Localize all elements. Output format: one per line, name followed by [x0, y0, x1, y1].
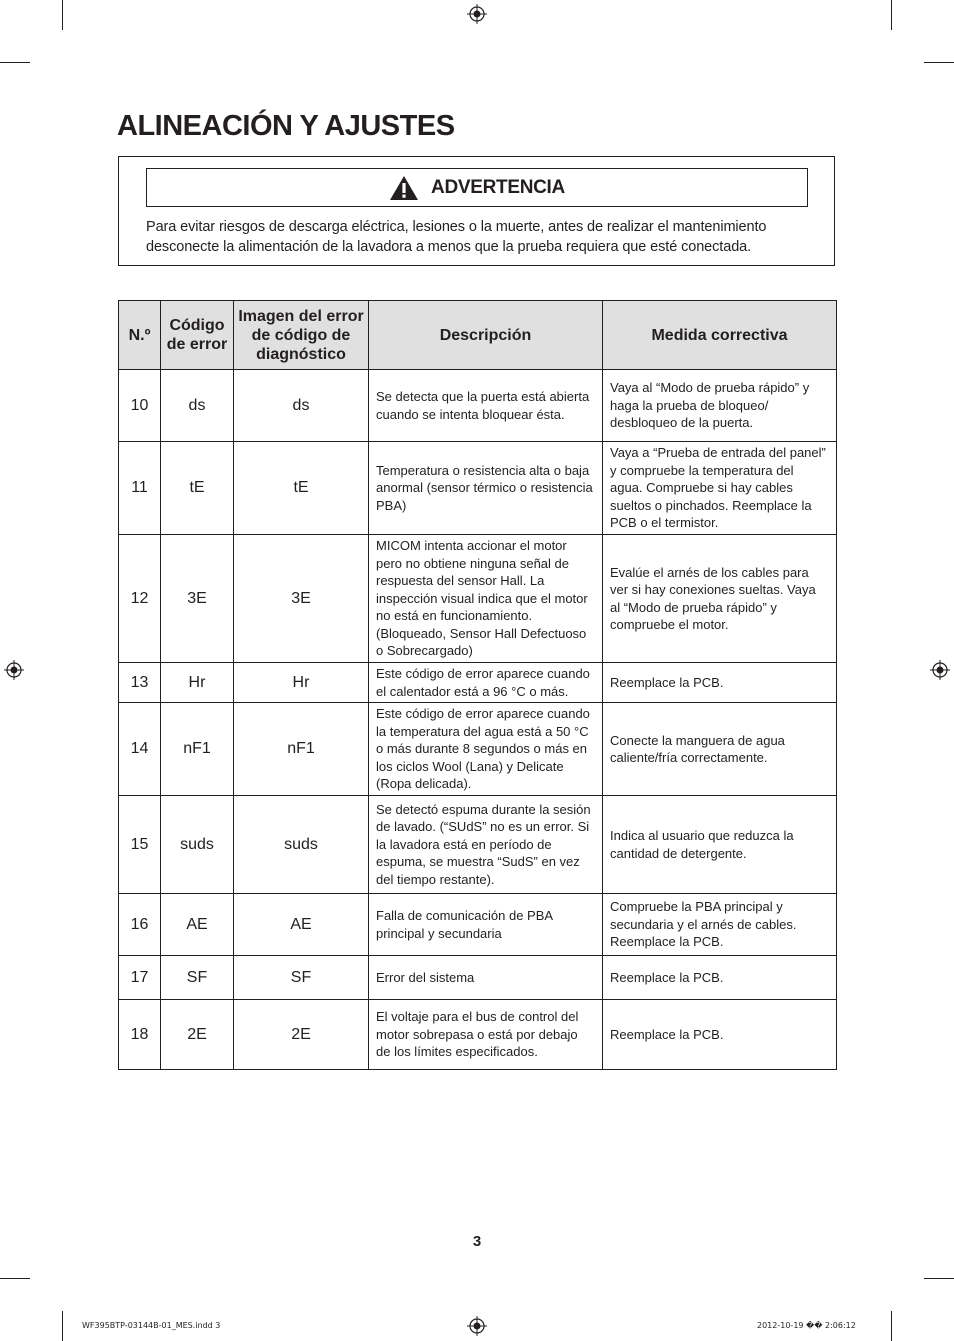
corrective-action: Evalúe el arnés de los cables para ver si hay conexiones sueltas. Vaya al “Modo de prueba rápido” y compruebe el motor. [603, 535, 837, 663]
column-header-number: N.º [119, 301, 161, 370]
diagnostic-image: SF [234, 956, 369, 1000]
registration-mark-icon [930, 660, 950, 680]
row-number: 13 [119, 663, 161, 703]
table-row [119, 796, 837, 894]
diagnostic-image: 3E [234, 535, 369, 663]
error-code: nF1 [161, 703, 234, 796]
error-description: MICOM intenta accionar el motor pero no obtiene ninguna señal de respuesta del sensor Hall. La inspección visual indica que el motor no está en funcionamiento. (Bloqueado, Sensor Hall Defectuoso o Sobrecargado) [369, 535, 603, 663]
error-description: Se detecta que la puerta está abierta cuando se intenta bloquear ésta. [369, 370, 603, 442]
error-code: ds [161, 370, 234, 442]
column-header-description: Descripción [369, 301, 603, 370]
error-code: 2E [161, 1000, 234, 1070]
footer-file-info: WF395BTP-03144B-01_MES.indd 3 [82, 1321, 221, 1330]
diagnostic-image: ds [234, 370, 369, 442]
warning-box [118, 156, 835, 266]
corrective-action: Conecte la manguera de agua caliente/fría correctamente. [603, 703, 837, 796]
error-code: SF [161, 956, 234, 1000]
crop-mark [924, 1278, 954, 1279]
column-header-diagnostic-image: Imagen del error de código de diagnóstico [234, 301, 369, 370]
table-row [119, 703, 837, 796]
error-description: Este código de error aparece cuando la temperatura del agua está a 50 °C o más durante 8 segundos o más en los ciclos Wool (Lana) y Delicate (Ropa delicada). [369, 703, 603, 796]
table-row [119, 442, 837, 535]
page-title: ALINEACIÓN Y AJUSTES [117, 110, 455, 142]
table-row [119, 1000, 837, 1070]
registration-mark-icon [467, 1316, 487, 1336]
corrective-action: Vaya a “Prueba de entrada del panel” y compruebe la temperatura del agua. Compruebe si hay cables sueltos o pinchados. Reemplace la PCB o el termistor. [603, 442, 837, 535]
row-number: 16 [119, 894, 161, 956]
row-number: 14 [119, 703, 161, 796]
error-code: tE [161, 442, 234, 535]
page-number: 3 [472, 1233, 482, 1250]
warning-text: Para evitar riesgos de descarga eléctrica, lesiones o la muerte, antes de realizar el mantenimiento desconecte la alimentación de la lavadora a menos que la prueba requiera que esté conectada. [146, 219, 767, 255]
error-description: Este código de error aparece cuando el calentador está a 96 °C o más. [369, 663, 603, 703]
corrective-action: Indica al usuario que reduzca la cantidad de detergente. [603, 796, 837, 894]
column-header-error-code: Código de error [161, 301, 234, 370]
table-header-row [119, 301, 837, 370]
error-code: Hr [161, 663, 234, 703]
error-description: Error del sistema [369, 956, 603, 1000]
diagnostic-image: nF1 [234, 703, 369, 796]
corrective-action: Reemplace la PCB. [603, 1000, 837, 1070]
diagnostic-image: tE [234, 442, 369, 535]
crop-mark [924, 62, 954, 63]
row-number: 12 [119, 535, 161, 663]
registration-mark-icon [4, 660, 24, 680]
diagnostic-image: Hr [234, 663, 369, 703]
diagnostic-image: AE [234, 894, 369, 956]
column-header-corrective-action: Medida correctiva [603, 301, 837, 370]
diagnostic-image: suds [234, 796, 369, 894]
error-code: suds [161, 796, 234, 894]
crop-mark [891, 0, 892, 30]
crop-mark [891, 1311, 892, 1341]
error-code-table [118, 300, 837, 1070]
corrective-action: Reemplace la PCB. [603, 663, 837, 703]
table-row [119, 535, 837, 663]
row-number: 17 [119, 956, 161, 1000]
table-row [119, 894, 837, 956]
corrective-action: Compruebe la PBA principal y secundaria y el arnés de cables. Reemplace la PCB. [603, 894, 837, 956]
crop-mark [0, 62, 30, 63]
crop-mark [62, 0, 63, 30]
warning-header [146, 168, 808, 207]
row-number: 18 [119, 1000, 161, 1070]
crop-mark [62, 1311, 63, 1341]
crop-mark [0, 1278, 30, 1279]
warning-triangle-icon [389, 175, 419, 201]
error-description: Se detectó espuma durante la sesión de lavado. (“SUdS” no es un error. Si la lavadora está en período de espuma, se muestra “SudS” en vez del tiempo restante). [369, 796, 603, 894]
registration-mark-icon [467, 4, 487, 24]
row-number: 10 [119, 370, 161, 442]
table-row [119, 663, 837, 703]
error-code: 3E [161, 535, 234, 663]
footer-timestamp: 2012-10-19 �� 2:06:12 [757, 1321, 856, 1330]
corrective-action: Vaya al “Modo de prueba rápido” y haga la prueba de bloqueo/ desbloqueo de la puerta. [603, 370, 837, 442]
warning-title: ADVERTENCIA [431, 176, 565, 198]
row-number: 11 [119, 442, 161, 535]
corrective-action: Reemplace la PCB. [603, 956, 837, 1000]
table-row [119, 370, 837, 442]
diagnostic-image: 2E [234, 1000, 369, 1070]
error-description: Temperatura o resistencia alta o baja anormal (sensor térmico o resistencia PBA) [369, 442, 603, 535]
error-code: AE [161, 894, 234, 956]
row-number: 15 [119, 796, 161, 894]
error-description: Falla de comunicación de PBA principal y secundaria [369, 894, 603, 956]
table-row [119, 956, 837, 1000]
error-description: El voltaje para el bus de control del motor sobrepasa o está por debajo de los límites especificados. [369, 1000, 603, 1070]
